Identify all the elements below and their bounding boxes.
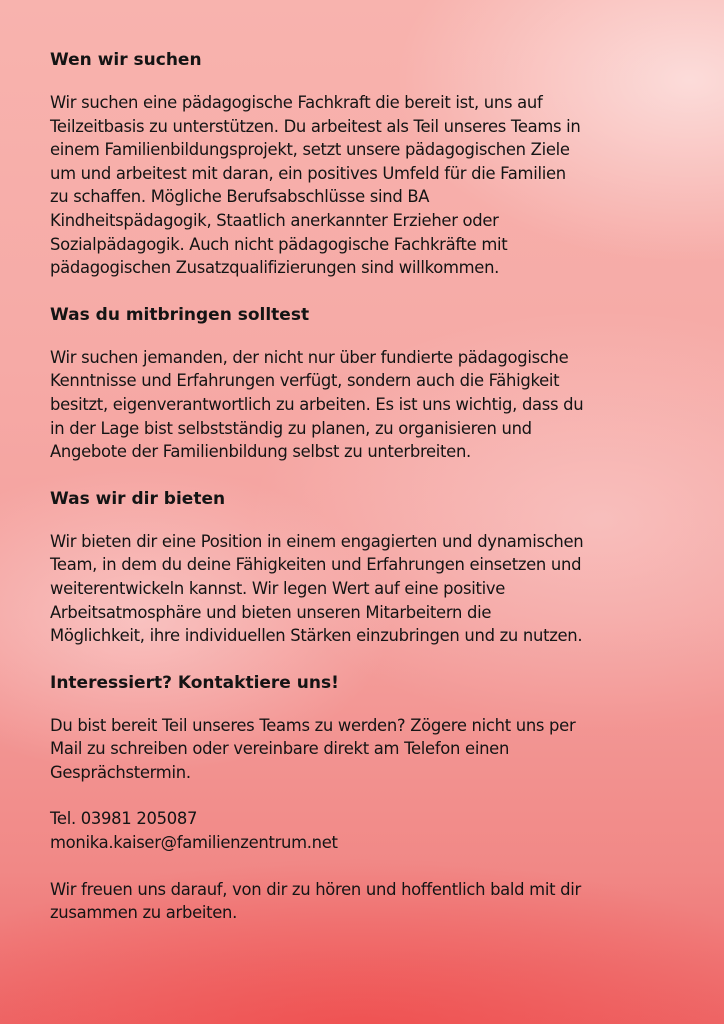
section-paragraph: Du bist bereit Teil unseres Teams zu werden? Zögere nicht uns per Mail zu schreiben oder vereinbare direkt am Telefon einen Gesprächstermin. <box>50 715 576 782</box>
section-kontakt <box>50 671 690 925</box>
section-heading: Was wir dir bieten <box>50 488 226 509</box>
section-was-wir-bieten <box>50 487 690 671</box>
section-was-du-mitbringen <box>50 303 690 487</box>
section-paragraph: Wir suchen jemanden, der nicht nur über fundierte pädagogische Kenntnisse und Erfahrungen verfügt, sondern auch die Fähigkeit besitzt, eigenverantwortlich zu arbeiten. Es ist uns wichtig, dass du in der Lage bist selbstständig zu planen, zu organisieren und Angebote der Familienbildung selbst zu unterbreiten. <box>50 347 584 462</box>
section-paragraph: Wir suchen eine pädagogische Fachkraft die bereit ist, uns auf Teilzeitbasis zu unterstützen. Du arbeitest als Teil unseres Teams in einem Familienbildungsprojekt, setzt unsere pädagogischen Ziele um und arbeitest mit daran, ein positives Umfeld für die Familien zu schaffen. Mögliche Berufsabschlüsse sind BA Kindheitspädagogik, Staatlich anerkannter Erzieher oder Sozialpädagogik. Auch nicht pädagogische Fachkräfte mit pädagogischen Zusatzqualifizierungen sind willkommen. <box>50 93 581 278</box>
contact-details: Tel. 03981 205087 monika.kaiser@familienzentrum.net <box>50 809 338 853</box>
section-paragraph: Wir bieten dir eine Position in einem engagierten und dynamischen Team, in dem du deine Fähigkeiten und Erfahrungen einsetzen und weiterentwickeln kannst. Wir legen Wert auf eine positive Arbeitsatmosphäre und bieten unseren Mitarbeitern die Möglichkeit, ihre individuellen Stärken einzubringen und zu nutzen. <box>50 531 584 646</box>
section-heading: Wen wir suchen <box>50 50 202 70</box>
section-heading: Was du mitbringen solltest <box>50 304 310 325</box>
section-heading: Interessiert? Kontaktiere uns! <box>50 672 339 693</box>
section-wen-wir-suchen <box>50 48 690 303</box>
closing-paragraph: Wir freuen uns darauf, von dir zu hören und hoffentlich bald mit dir zusammen zu arbeiten. <box>50 879 581 923</box>
job-posting-page <box>50 48 690 925</box>
